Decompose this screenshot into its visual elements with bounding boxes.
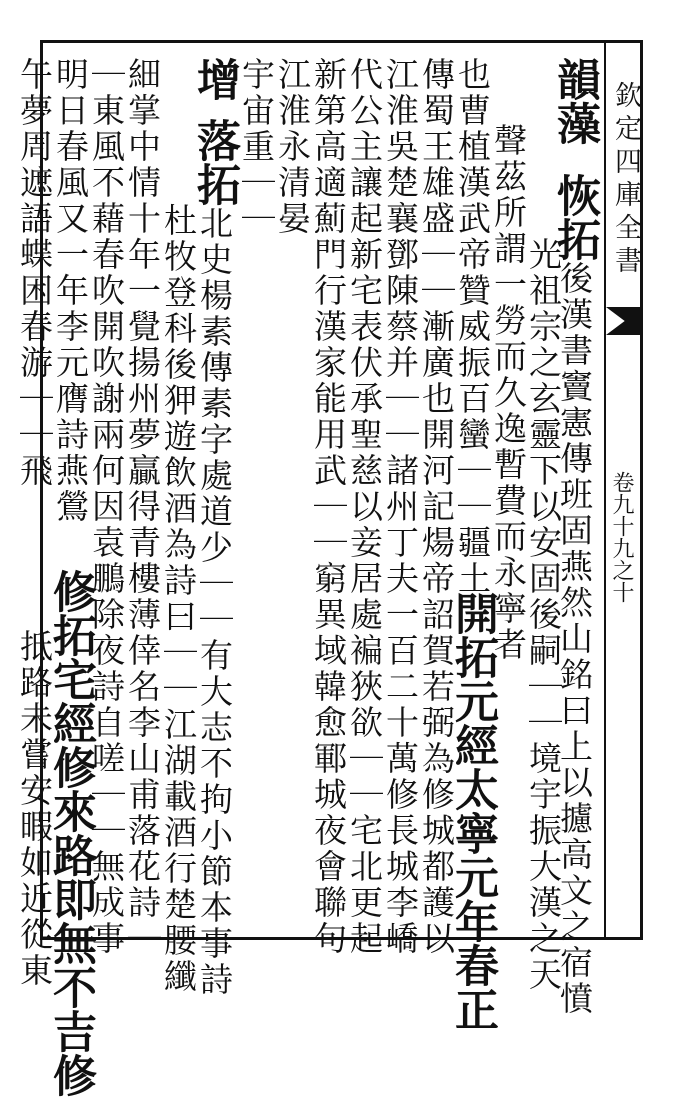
text-column-lower <box>447 591 498 1031</box>
page-frame <box>15 40 643 1097</box>
column-text: 江淮吳楚襄鄧陳蔡并｜｜諸州丁夫一百二十萬修長城李嶠 <box>381 57 420 957</box>
column-text: 北史楊素傳素字處道少｜｜有大志不拘小節本事詩 <box>195 206 234 998</box>
entry-heading: 增 <box>189 57 240 101</box>
column-text: 細掌中情十年一覺揚州夢贏得青樓薄倖名李山甫落花詩｜ <box>123 57 162 957</box>
book-title: 欽定四庫全書 <box>610 81 641 279</box>
column-text: 杜牧登科後狎遊飲酒為詩曰｜｜江湖載酒行楚腰纖 <box>159 203 198 995</box>
column-text: 宇宙重｜｜ <box>237 57 276 237</box>
column-text: 江淮永清晏 <box>273 57 312 237</box>
text-column-lower <box>13 629 56 989</box>
column-text: 午夢周遮語蝶困春游｜｜飛 <box>15 57 54 489</box>
column-text: 光祖宗之玄靈下以安固後嗣｜｜境宇振大漢之天 <box>524 237 563 993</box>
column-text: 也曹植漢武帝贊威振百蠻｜｜疆土 <box>453 57 492 597</box>
column-text: 後漢書竇憲傳班固燕然山銘曰上以攄高文之宿憤 <box>555 261 594 1017</box>
entry-heading: 落拓 <box>189 118 240 206</box>
column-text: 聲茲所謂一勞而久逸暫費而永寧者 <box>489 123 528 663</box>
margin-column <box>604 43 640 937</box>
column-text: ｜東風不藉春吹開吹謝兩何因袁鵬除夜詩自嗟｜｜無成事 <box>87 57 126 957</box>
entry-heading: 開拓元經太寧元年春正 <box>447 591 498 1031</box>
column-text: 明日春風又一年李元膺詩燕鶯 <box>51 57 90 525</box>
volume-number: 卷九十九之十 <box>609 471 634 603</box>
column-text: 代公主讓起新宅表伏承聖慈以妾居處褊狹欲｜｜宅北更起 <box>345 57 384 957</box>
entry-heading: 修拓宅經修來路即無不吉修 <box>45 569 96 1097</box>
column-text: 抵路未嘗安暇如近從東 <box>15 629 54 989</box>
column-text: 新第高適薊門行漢家能用武｜｜窮異域韓愈鄆城夜會聯句 <box>309 57 348 957</box>
text-column <box>235 57 278 931</box>
entry-heading: 恢拓 <box>549 173 600 261</box>
fish-tail-mark-icon <box>606 307 640 335</box>
column-text: 傳蜀王雄盛｜｜漸廣也開河記煬帝詔賀若弼為修城都護以 <box>417 57 456 957</box>
entry-heading: 韻藻 <box>549 57 600 145</box>
